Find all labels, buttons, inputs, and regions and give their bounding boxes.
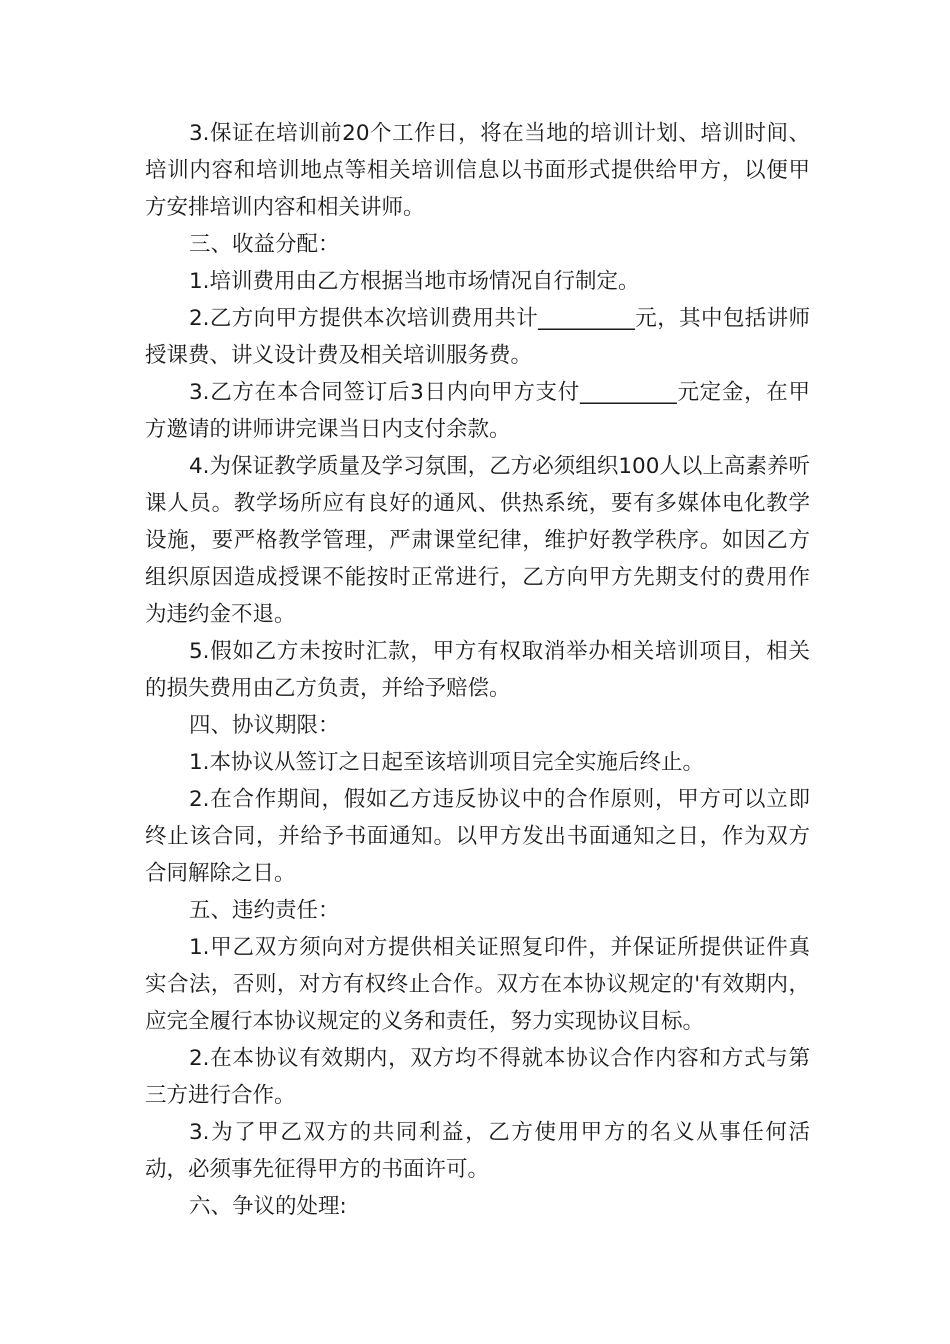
clause-3-4-paragraph: 4.为保证教学质量及学习氛围，乙方必须组织100人以上高素养听课人员。教学场所应有良好的通风、供热系统，要有多媒体电化教学设施，要严格教学管理，严肃课堂纪律，维护好教学秩序。如因乙方组织原因造成授课不能按时正常进行，乙方向甲方先期支付的费用作为违约金不退。 [145, 454, 810, 627]
clause-5-3-paragraph: 3.为了甲乙双方的共同利益，乙方使用甲方的名义从事任何活动，必须事先征得甲方的书面许可。 [145, 1120, 810, 1182]
clause-2-3-paragraph: 3.保证在培训前20个工作日，将在当地的培训计划、培训时间、培训内容和培训地点等相关培训信息以书面形式提供给甲方，以便甲方安排培训内容和相关讲师。 [145, 121, 810, 220]
section-heading-term: 四、协议期限： [189, 713, 340, 738]
section-heading-liability: 五、违约责任： [189, 898, 340, 923]
clause-5-1-paragraph: 1.甲乙双方须向对方提供相关证照复印件，并保证所提供证件真实合法，否则，对方有权终止合作。双方在本协议规定的'有效期内，应完全履行本协议规定的义务和责任，努力实现协议目标。 [145, 935, 810, 1034]
section-heading-disputes: 六、争议的处理: [189, 1194, 347, 1219]
clause-3-3-paragraph: 3.乙方在本合同签订后3日内向甲方支付_________元定金，在甲方邀请的讲师讲完课当日内支付余款。 [145, 380, 810, 442]
document-body [145, 115, 810, 1225]
clause-3-1-paragraph: 1.培训费用由乙方根据当地市场情况自行制定。 [189, 269, 640, 294]
clause-4-2-paragraph: 2.在合作期间，假如乙方违反协议中的合作原则，甲方可以立即终止该合同，并给予书面通知。以甲方发出书面通知之日，作为双方合同解除之日。 [145, 787, 810, 886]
clause-3-5-paragraph: 5.假如乙方未按时汇款，甲方有权取消举办相关培训项目，相关的损失费用由乙方负责，并给予赔偿。 [145, 639, 810, 701]
section-heading-revenue: 三、收益分配： [189, 232, 340, 257]
clause-5-2-paragraph: 2.在本协议有效期内，双方均不得就本协议合作内容和方式与第三方进行合作。 [145, 1046, 810, 1108]
clause-4-1-paragraph: 1.本协议从签订之日起至该培训项目完全实施后终止。 [189, 750, 705, 775]
clause-3-2-paragraph: 2.乙方向甲方提供本次培训费用共计_________元，其中包括讲师授课费、讲义设计费及相关培训服务费。 [145, 306, 810, 368]
